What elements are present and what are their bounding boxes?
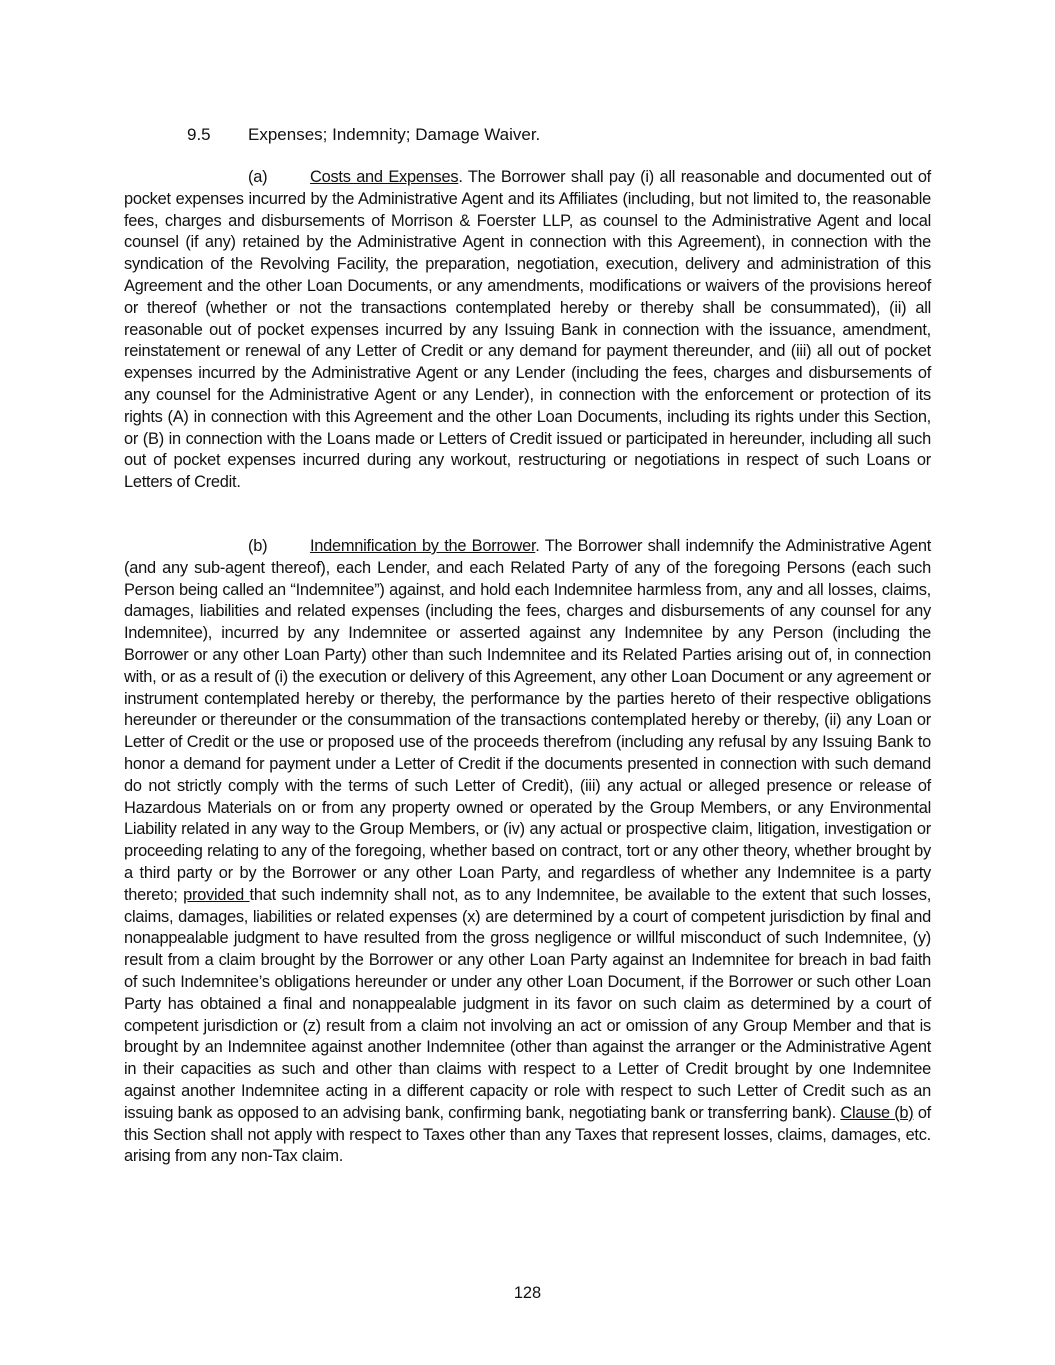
- paragraph-heading-indemnification: Indemnification by the Borrower: [310, 537, 536, 555]
- page-number: 128: [513, 1284, 542, 1302]
- paragraph-costs-and-expenses: [124, 167, 931, 494]
- proviso-term: provided: [183, 885, 250, 904]
- paragraph-indemnification: [124, 536, 931, 1168]
- section-title: Expenses; Indemnity; Damage Waiver.: [248, 125, 541, 144]
- paragraph-body-b-part-3: of this Section shall not apply with respect to Taxes other than any Taxes that represent losses, claims, damages, etc. arising from any non-Tax claim.: [124, 1103, 931, 1166]
- paragraph-marker-b: (b): [248, 537, 268, 555]
- clause-reference: Clause (b): [840, 1103, 914, 1122]
- section-heading: [187, 124, 540, 146]
- paragraph-marker-a: (a): [248, 168, 268, 186]
- paragraph-body-b-part-2: that such indemnity shall not, as to any Indemnitee, be available to the extent that such losses, claims, damages, liabilities or related expenses (x) are determined by a court of competent jurisdiction by final and nonappealable judgment to have resulted from the gross negligence or willful misconduct of such Indemnitee, (y) result from a claim brought by the Borrower or any other Loan Party against an Indemnitee for breach in bad faith of such Indemnitee’s obligations hereunder or under any other Loan Document, if the Borrower or such other Loan Party has obtained a final and nonappealable judgment in its favor on such claim as determined by a court of competent jurisdiction or (z) result from a claim not involving an act or omission of any Group Member and that is brought by an Indemnitee against another Indemnitee (other than against the arranger or the Administrative Agent in their capacities as such and other than claims with respect to a Letter of Credit brought by one Indemnitee against another Indemnitee acting in a different capacity or role with respect to such Letter of Credit such as an issuing bank as opposed to an advising bank, confirming bank, negotiating bank or transferring bank).: [124, 885, 931, 1122]
- paragraph-body-b-part-1: . The Borrower shall indemnify the Administrative Agent (and any sub-agent thereof), each Lender, and each Related Party of any of the foregoing Persons (each such Person being called an “Indemnitee”) against, and hold each Indemnitee harmless from, any and all losses, claims, damages, liabilities and related expenses (including the fees, charges and disbursements of any counsel for any Indemnitee), incurred by any Indemnitee or asserted against any Indemnitee by any Person (including the Borrower or any other Loan Party) other than such Indemnitee and its Related Parties arising out of, in connection with, or as a result of (i) the execution or delivery of this Agreement, any other Loan Document or any agreement or instrument contemplated hereby or thereby, the performance by the parties hereto of their respective obligations hereunder or thereunder or the consummation of the transactions contemplated hereby or thereby, (ii) any Loan or Letter of Credit or the use or proposed use of the proceeds therefrom (including any refusal by any Issuing Bank to honor a demand for payment under a Letter of Credit if the documents presented in connection with such demand do not strictly comply with the terms of such Letter of Credit), (iii) any actual or alleged presence or release of Hazardous Materials on or from any property owned or operated by the Group Members, or any Environmental Liability related in any way to the Group Members, or (iv) any actual or prospective claim, litigation, investigation or proceeding relating to any of the foregoing, whether based on contract, tort or any other theory, whether brought by a third party or by the Borrower or any other Loan Party, and regardless of whether any Indemnitee is a party thereto;: [124, 537, 932, 904]
- section-number: 9.5: [187, 125, 211, 144]
- paragraph-body-a: . The Borrower shall pay (i) all reasonable and documented out of pocket expenses incurred by the Administrative Agent and its Affiliates (including, but not limited to, the reasonable fees, charges and disbursements of Morrison & Foerster LLP, as counsel to the Administrative Agent and local counsel (if any) retained by the Administrative Agent in connection with this Agreement), in connection with the syndication of the Revolving Facility, the preparation, negotiation, execution, delivery and administration of this Agreement and the other Loan Documents, or any amendments, modifications or waivers of the provisions hereof or thereof (whether or not the transactions contemplated hereby or thereby shall be consummated), (ii) all reasonable out of pocket expenses incurred by any Issuing Bank in connection with the issuance, amendment, reinstatement or renewal of any Letter of Credit or any demand for payment thereunder, and (iii) all out of pocket expenses incurred by the Administrative Agent or any Lender (including the fees, charges and disbursements of any counsel for the Administrative Agent or any Lender), in connection with the enforcement or protection of its rights (A) in connection with this Agreement and the other Loan Documents, including its rights under this Section, or (B) in connection with the Loans made or Letters of Credit issued or participated in hereunder, including all such out of pocket expenses incurred during any workout, restructuring or negotiations in respect of such Loans or Letters of Credit.: [124, 168, 931, 492]
- paragraph-heading-costs-and-expenses: Costs and Expenses: [310, 168, 459, 186]
